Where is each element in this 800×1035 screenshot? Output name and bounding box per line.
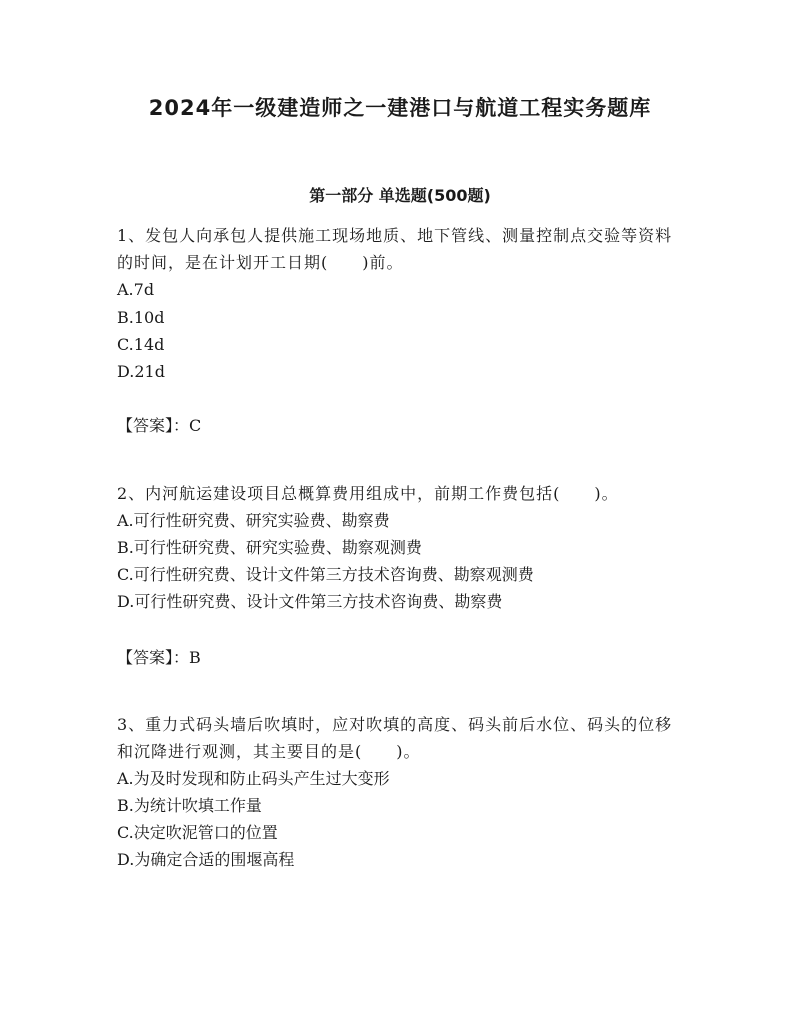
question-3-option-b: B.为统计吹填工作量 <box>117 796 262 815</box>
question-3-option-c: C.决定吹泥管口的位置 <box>117 823 278 842</box>
question-3-stem: 3、重力式码头墙后吹填时，应对吹填的高度、码头前后水位、码头的位移和沉降进行观测，其主要目的是( )。 <box>117 715 673 761</box>
question-1-option-d: D.21d <box>117 362 165 381</box>
question-2-option-c: C.可行性研究费、设计文件第三方技术咨询费、勘察观测费 <box>117 565 534 584</box>
question-1-answer: 【答案】：C <box>117 416 202 435</box>
question-1-option-c: C.14d <box>117 335 165 354</box>
question-2-option-b: B.可行性研究费、研究实验费、勘察观测费 <box>117 538 422 557</box>
question-1-stem: 1、发包人向承包人提供施工现场地质、地下管线、测量控制点交验等资料的时间，是在计划开工日期( )前。 <box>117 226 673 272</box>
document-title: 2024年一级建造师之一建港口与航道工程实务题库 <box>148 96 652 120</box>
question-2-stem: 2、内河航运建设项目总概算费用组成中，前期工作费包括( )。 <box>117 484 619 503</box>
question-1-option-a: A.7d <box>117 280 155 299</box>
question-2-option-d: D.可行性研究费、设计文件第三方技术咨询费、勘察费 <box>117 592 503 611</box>
question-2-option-a: A.可行性研究费、研究实验费、勘察费 <box>117 511 390 530</box>
question-3-option-a: A.为及时发现和防止码头产生过大变形 <box>117 769 390 788</box>
section-heading: 第一部分 单选题(500题) <box>309 186 491 205</box>
question-3-option-d: D.为确定合适的围堰高程 <box>117 850 295 869</box>
question-1-option-b: B.10d <box>117 308 165 327</box>
question-2-answer: 【答案】：B <box>117 648 201 667</box>
